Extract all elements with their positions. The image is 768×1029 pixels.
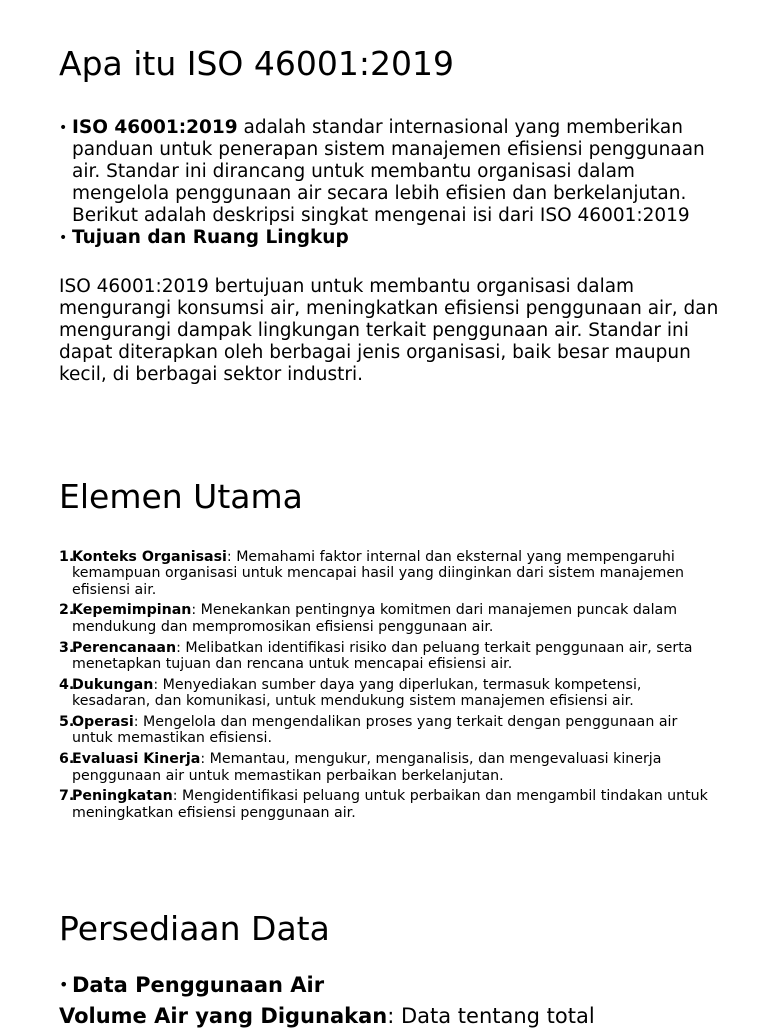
volume-bold: Volume Air yang Digunakan bbox=[59, 1004, 388, 1028]
element-title: Kepemimpinan bbox=[72, 602, 192, 619]
element-description: : Menekankan pentingnya komitmen dari manajemen puncak dalam mendukung dan mempromosikan efisiensi penggunaan air. bbox=[72, 602, 678, 635]
element-number: 3. bbox=[59, 639, 75, 656]
element-description: : Mengidentifikasi peluang untuk perbaikan dan mengambil tindakan untuk meningkatkan efisiensi penggunaan air. bbox=[72, 788, 708, 821]
element-item bbox=[59, 640, 719, 673]
element-number: 1. bbox=[59, 549, 75, 565]
section-title-iso: Apa itu ISO 46001:2019 bbox=[59, 44, 454, 83]
volume-paragraph bbox=[59, 1003, 759, 1029]
element-title: Dukungan bbox=[72, 676, 154, 693]
element-item bbox=[59, 549, 719, 598]
element-title: Evaluasi Kinerja bbox=[72, 751, 201, 768]
element-description: : Mengelola dan mengendalikan proses yang terkait dengan penggunaan air untuk memastikan efisiensi. bbox=[72, 714, 678, 747]
element-item bbox=[59, 677, 719, 710]
section-title-data: Persediaan Data bbox=[59, 909, 330, 948]
element-item bbox=[59, 788, 719, 821]
bullet-marker: • bbox=[59, 230, 68, 246]
element-number: 5. bbox=[59, 714, 75, 731]
intro-bullet-bold: ISO 46001:2019 bbox=[72, 117, 238, 138]
element-item bbox=[59, 714, 719, 747]
element-title: Operasi bbox=[72, 714, 134, 731]
purpose-paragraph: ISO 46001:2019 bertujuan untuk membantu organisasi dalam mengurangi konsumsi air, meningkatkan efisiensi penggunaan air, dan mengurangi dampak lingkungan terkait penggunaan air. Standar ini dapat diterapkan oleh berbagai jenis organisasi, baik besar maupun kecil, di berbagai sektor industri. bbox=[59, 276, 719, 385]
element-item bbox=[59, 602, 719, 635]
intro-bullet-text: adalah standar internasional yang memberikan panduan untuk penerapan sistem manajemen efisiensi penggunaan air. Standar ini dirancang untuk membantu organisasi dalam mengelola penggunaan air secara lebih efisien dan berkelanjutan. Berikut adalah deskripsi singkat mengenai isi dari ISO 46001:2019 bbox=[72, 117, 705, 226]
element-description: : Memantau, mengukur, menganalisis, dan mengevaluasi kinerja penggunaan air untuk memastikan perbaikan berkelanjutan. bbox=[72, 751, 662, 784]
element-item bbox=[59, 751, 719, 784]
element-title: Konteks Organisasi bbox=[72, 549, 227, 565]
bullet-marker: • bbox=[59, 120, 68, 136]
elements-list bbox=[59, 549, 719, 826]
intro-bullet-list bbox=[59, 117, 719, 249]
element-number: 6. bbox=[59, 751, 75, 768]
element-title: Perencanaan bbox=[72, 639, 177, 656]
data-heading: Data Penggunaan Air bbox=[72, 973, 325, 997]
purpose-bullet bbox=[59, 227, 719, 249]
element-title: Peningkatan bbox=[72, 788, 173, 805]
volume-text: : Data tentang total bbox=[387, 1004, 595, 1028]
element-number: 4. bbox=[59, 676, 75, 693]
purpose-heading: Tujuan dan Ruang Lingkup bbox=[72, 227, 349, 248]
element-description: : Melibatkan identifikasi risiko dan peluang terkait penggunaan air, serta menetapkan tujuan dan rencana untuk mencapai efisiensi air. bbox=[72, 639, 693, 672]
section-title-elements: Elemen Utama bbox=[59, 477, 303, 516]
element-description: : Memahami faktor internal dan eksternal yang mempengaruhi kemampuan organisasi untuk mencapai hasil yang diinginkan dari sistem manajemen efisiensi air. bbox=[72, 549, 685, 598]
bullet-marker: • bbox=[59, 975, 69, 994]
element-number: 2. bbox=[59, 602, 75, 619]
element-number: 7. bbox=[59, 788, 75, 805]
element-description: : Menyediakan sumber daya yang diperlukan, termasuk kompetensi, kesadaran, dan komunikasi, untuk mendukung sistem manajemen efisiensi air. bbox=[72, 676, 642, 710]
intro-bullet bbox=[59, 117, 719, 227]
data-bullet bbox=[59, 972, 719, 998]
data-bullet-list bbox=[59, 972, 719, 998]
